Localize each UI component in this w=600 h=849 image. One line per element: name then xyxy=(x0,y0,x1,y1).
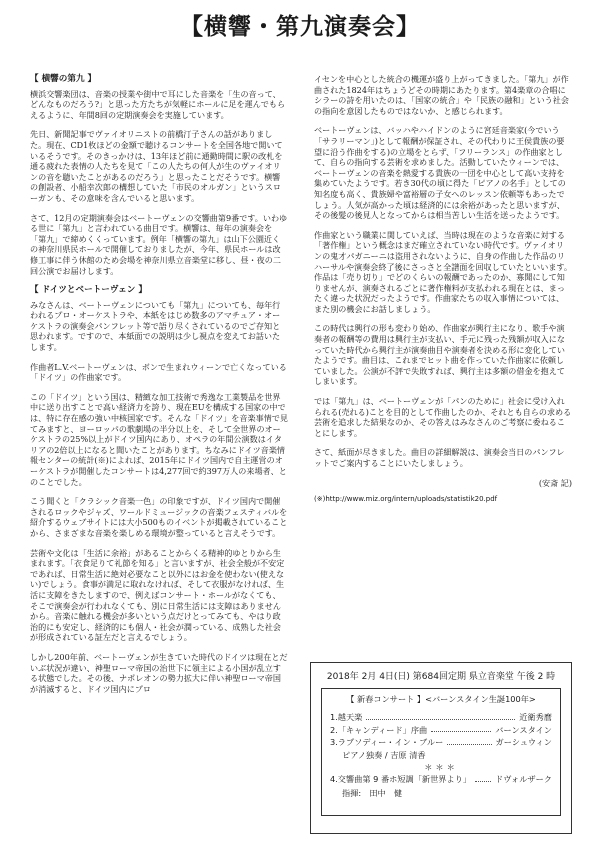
composer: ドヴォルザーク xyxy=(495,774,552,784)
paragraph: 先日、新聞記事でヴァイオリニストの前橋汀子さんの話がありました。現在、CD1枚ほどの金額で聴けるコンサートを全国各地で開いているそうです。そのきっかけは、13年ほど前に通勤時間に駅の改札を通る疲れた表情の人たちを見て「この人たちの何人が生のヴァイオリンの音を聴いたことがあるのだろう」と思ったことだそうです。横響の創設者、小船幸次郎の構想していた「市民のオルガン」というスローガンも、その意味を含んでいると思います。 xyxy=(30,129,283,203)
paragraph: 作曲家という職業に関していえば、当時は現在のような音楽に対する「著作権」という概念はまだ確立されていない時代です。ヴァイオリンの鬼才パガニーニは盗用されないように、自身の作曲した作品のリハーサルや演奏会終了後にさっさと全譜面を回収していたといいます。作品は「売り切り」でどのくらいの報酬であったのか、寡聞にして知りませんが、演奏されるごとに著作権料が支払われる現在とは、まったく違った状況だったようです。作曲家たちの収入事情については、また別の機会にお話しましょう。 xyxy=(314,229,572,314)
paragraph: さて、12月の定期演奏会はベートーヴェンの交響曲第9番です。いわゆる世に「第九」と言われている曲目です。横響は、毎年の演奏会を「第九」で締めくくっています。例年「横響の第九」は山下公園近くの神奈川県民ホールで開催しておりましたが、今年、県民ホールは改修工事に伴う休館のため会場を神奈川県立音楽堂に移し、昼・夜の二回公演でお届けします。 xyxy=(30,212,288,276)
soloist: ピアノ独奏 / 吉原 清香 xyxy=(342,749,426,760)
dot-leader xyxy=(366,711,515,720)
paragraph: ベートーヴェンは、バッハやハイドンのように宮廷音楽家(今でいう「サラリーマン」)として報酬が保証され、その代わりに王侯貴族の要望に沿う作曲をする)の立場をとらず、「フリーランス」の作曲家として、自らの指向する芸術を求めました。活動していたウィーンでは、ベートーヴェンの音楽を熱愛する貴族の一団を中心として高い支持を集めていたようです。若き30代の頃に得た「ピアノの名手」としての知名度も高く、貴族婦や富裕層の子女へのレッスン依頼等もあったでしょう。人気が高かった頃は経済的には余裕があったと思いますが、その後髪の後見人となってからは相当苦しい生活を送ったようです。 xyxy=(314,125,566,221)
right-column xyxy=(314,74,572,505)
author-signature: (安斎 記) xyxy=(538,477,572,488)
dot-leader xyxy=(431,724,491,733)
program-list xyxy=(321,688,561,816)
paragraph: みなさんは、ベートーヴェンについても「第九」についても、毎年行われるプロ・オーケストラや、本紙をはじめ数多のアマチュア・オーケストラの演奏会パンフレット等で語り尽くされているのでご存知と思われます。ですので、本紙面での説明は少し視点を変えてお話いたします。 xyxy=(30,299,281,353)
paragraph: 横浜交響楽団は、音楽の授業や街中で耳にした音楽を「生の音って、どんなものだろう?」と思った方たちが気軽にホールに足を運んでもらえるように、年間8回の定期演奏会を実施しています。 xyxy=(30,88,286,120)
piece-title: 4.交響曲第 9 番ホ短調「新世界より」 xyxy=(330,774,472,784)
list-item xyxy=(330,736,552,749)
paragraph: しかし200年前、ベートーヴェンが生きていた時代のドイツは現在とだいぶ状況が違い、神聖ローマ帝国の治世下に領主による小国が乱立する状態でした。その後、ナポレオンの勢力拡大に伴い神聖ローマ帝国が消滅すると、ドイツ国内にプロ xyxy=(30,651,288,694)
list-item xyxy=(330,711,552,724)
paragraph: では「第九」は、ベートーヴェンが「パンのために」社会に受け入れられる(売れる)ことを目的として作曲したのか、それとも自らの求める芸術を追求した結果なのか、その答えはみなさんのご考察に委ねることにします。 xyxy=(314,396,572,438)
piece-title: 2.「キャンディード」序曲 xyxy=(330,724,428,735)
paragraph: さて、紙面が尽きました。曲目の詳細解説は、演奏会当日のパンフレットでご案内することにいたしましょう。 xyxy=(314,447,565,468)
separator-stars: ＊＊＊ xyxy=(424,762,458,772)
page-title: 【横響・第九演奏会】 xyxy=(180,14,420,40)
paragraph: この「ドイツ」という国は、精緻な加工技術で秀逸な工業製品を世界中に送り出すことで高い経済力を誇り、現在EUを構成する国家の中では、特に存在感の強い中核国家です。そんな「ドイツ」を音楽事情で見てみますと、ヨーロッパの歌劇場の半分以上を、そして全世界のオーケストラの25%以上がドイツ国内にあり、オペラの年間公演数はイタリアの2倍以上になると聞いたことがあります。ちなみにドイツ音楽情報センターの統計(※)によれば、2015年にドイツ国内で自主運営のオーケストラが開催したコンサートは4,277回で約397万人の来場者、とのことでした。 xyxy=(30,391,288,487)
dot-leader xyxy=(475,773,491,782)
paragraph: この時代は興行の形も変わり始め、作曲家が興行主になり、歌手や演奏者の報酬等の費用は興行主が支払い、手元に残った残額が収入になっていた時代から興行主が演奏曲目や演奏者を決める形に変化していたようです。曲目は、これまでヒット曲を作っていた作曲家に依頼していました。公演が不評で失敗すれば、興行主は多額の借金を抱えてしまいます。 xyxy=(314,323,565,387)
conductor: 指揮: 田中 健 xyxy=(342,787,403,798)
paragraph: 芸術や文化は「生活に余裕」があることからくる精神的ゆとりから生まれます。「衣食足りて礼節を知る」と言いますが、社会全般が不安定であれば、日常生活に絶対必要なこと以外にはお金を使わない(使えない)でしょう。食事が満足に取れなければ、そして衣服がなければ、生活に支障をきたしますので、例えばコンサート・ホールがなくても、そこで演奏会が行われなくても、別に日常生活には支障はありませんから。音楽に触れる機会が多いという点だけとってみても、やはり政治的にも安定し、経済的にも個人・社会が潤っている、成熟した社会が形成されている証左だと言えるでしょう。 xyxy=(30,547,285,643)
paragraph: 作曲者L.V.ベートーヴェンは、ボンで生まれウィーンで亡くなっている「ドイツ」の作曲家です。 xyxy=(30,361,287,383)
dot-leader xyxy=(447,736,491,745)
concert-program-box xyxy=(310,662,572,834)
paragraph: こう聞くと「クラシック音楽一色」の印象ですが、ドイツ国内で開催されるロックやジャズ、ワールドミュージックの音楽フェスティバルを紹介するウェブサイトには大小500ものイベントが掲載されていることから、さまざまな音楽を楽しめる環境が整っていると言えそうです。 xyxy=(30,496,288,538)
section-heading-germany-beethoven: 【 ドイツとベートーヴェン 】 xyxy=(30,285,147,296)
section-heading-yokokyo-daiku: 【 横響の第九 】 xyxy=(30,74,97,84)
paragraph: イセンを中心とした統合の機運が盛り上がってきました。「第九」が作曲された1824年はちょうどその時期にあたります。第4楽章の合唱にシラーの詩を用いたのは、「国家の統合」や「民族の融和」という社会の指向を意図したものではないか、と感じられます。 xyxy=(314,74,569,116)
left-column xyxy=(30,74,288,703)
piece-title: 1.越天楽 xyxy=(330,712,363,722)
footnote-link[interactable]: (※)http://www.miz.org/intern/uploads/statistik20.pdf xyxy=(314,495,498,504)
piece-title: 3.ラプソディー・イン・ブルー xyxy=(330,737,444,747)
list-item xyxy=(330,724,552,737)
composer: バーンスタイン xyxy=(495,724,552,735)
program-title: 【 新春コンサート 】<バーンスタイン生誕100年> xyxy=(346,694,536,704)
composer: 近衛秀麿 xyxy=(519,712,552,722)
list-item xyxy=(330,773,552,786)
composer: ガーシュウィン xyxy=(495,737,552,747)
concert-date: 2018年 2月 4日(日) 第684回定期 県立音楽堂 午後 2 時 xyxy=(326,672,556,682)
